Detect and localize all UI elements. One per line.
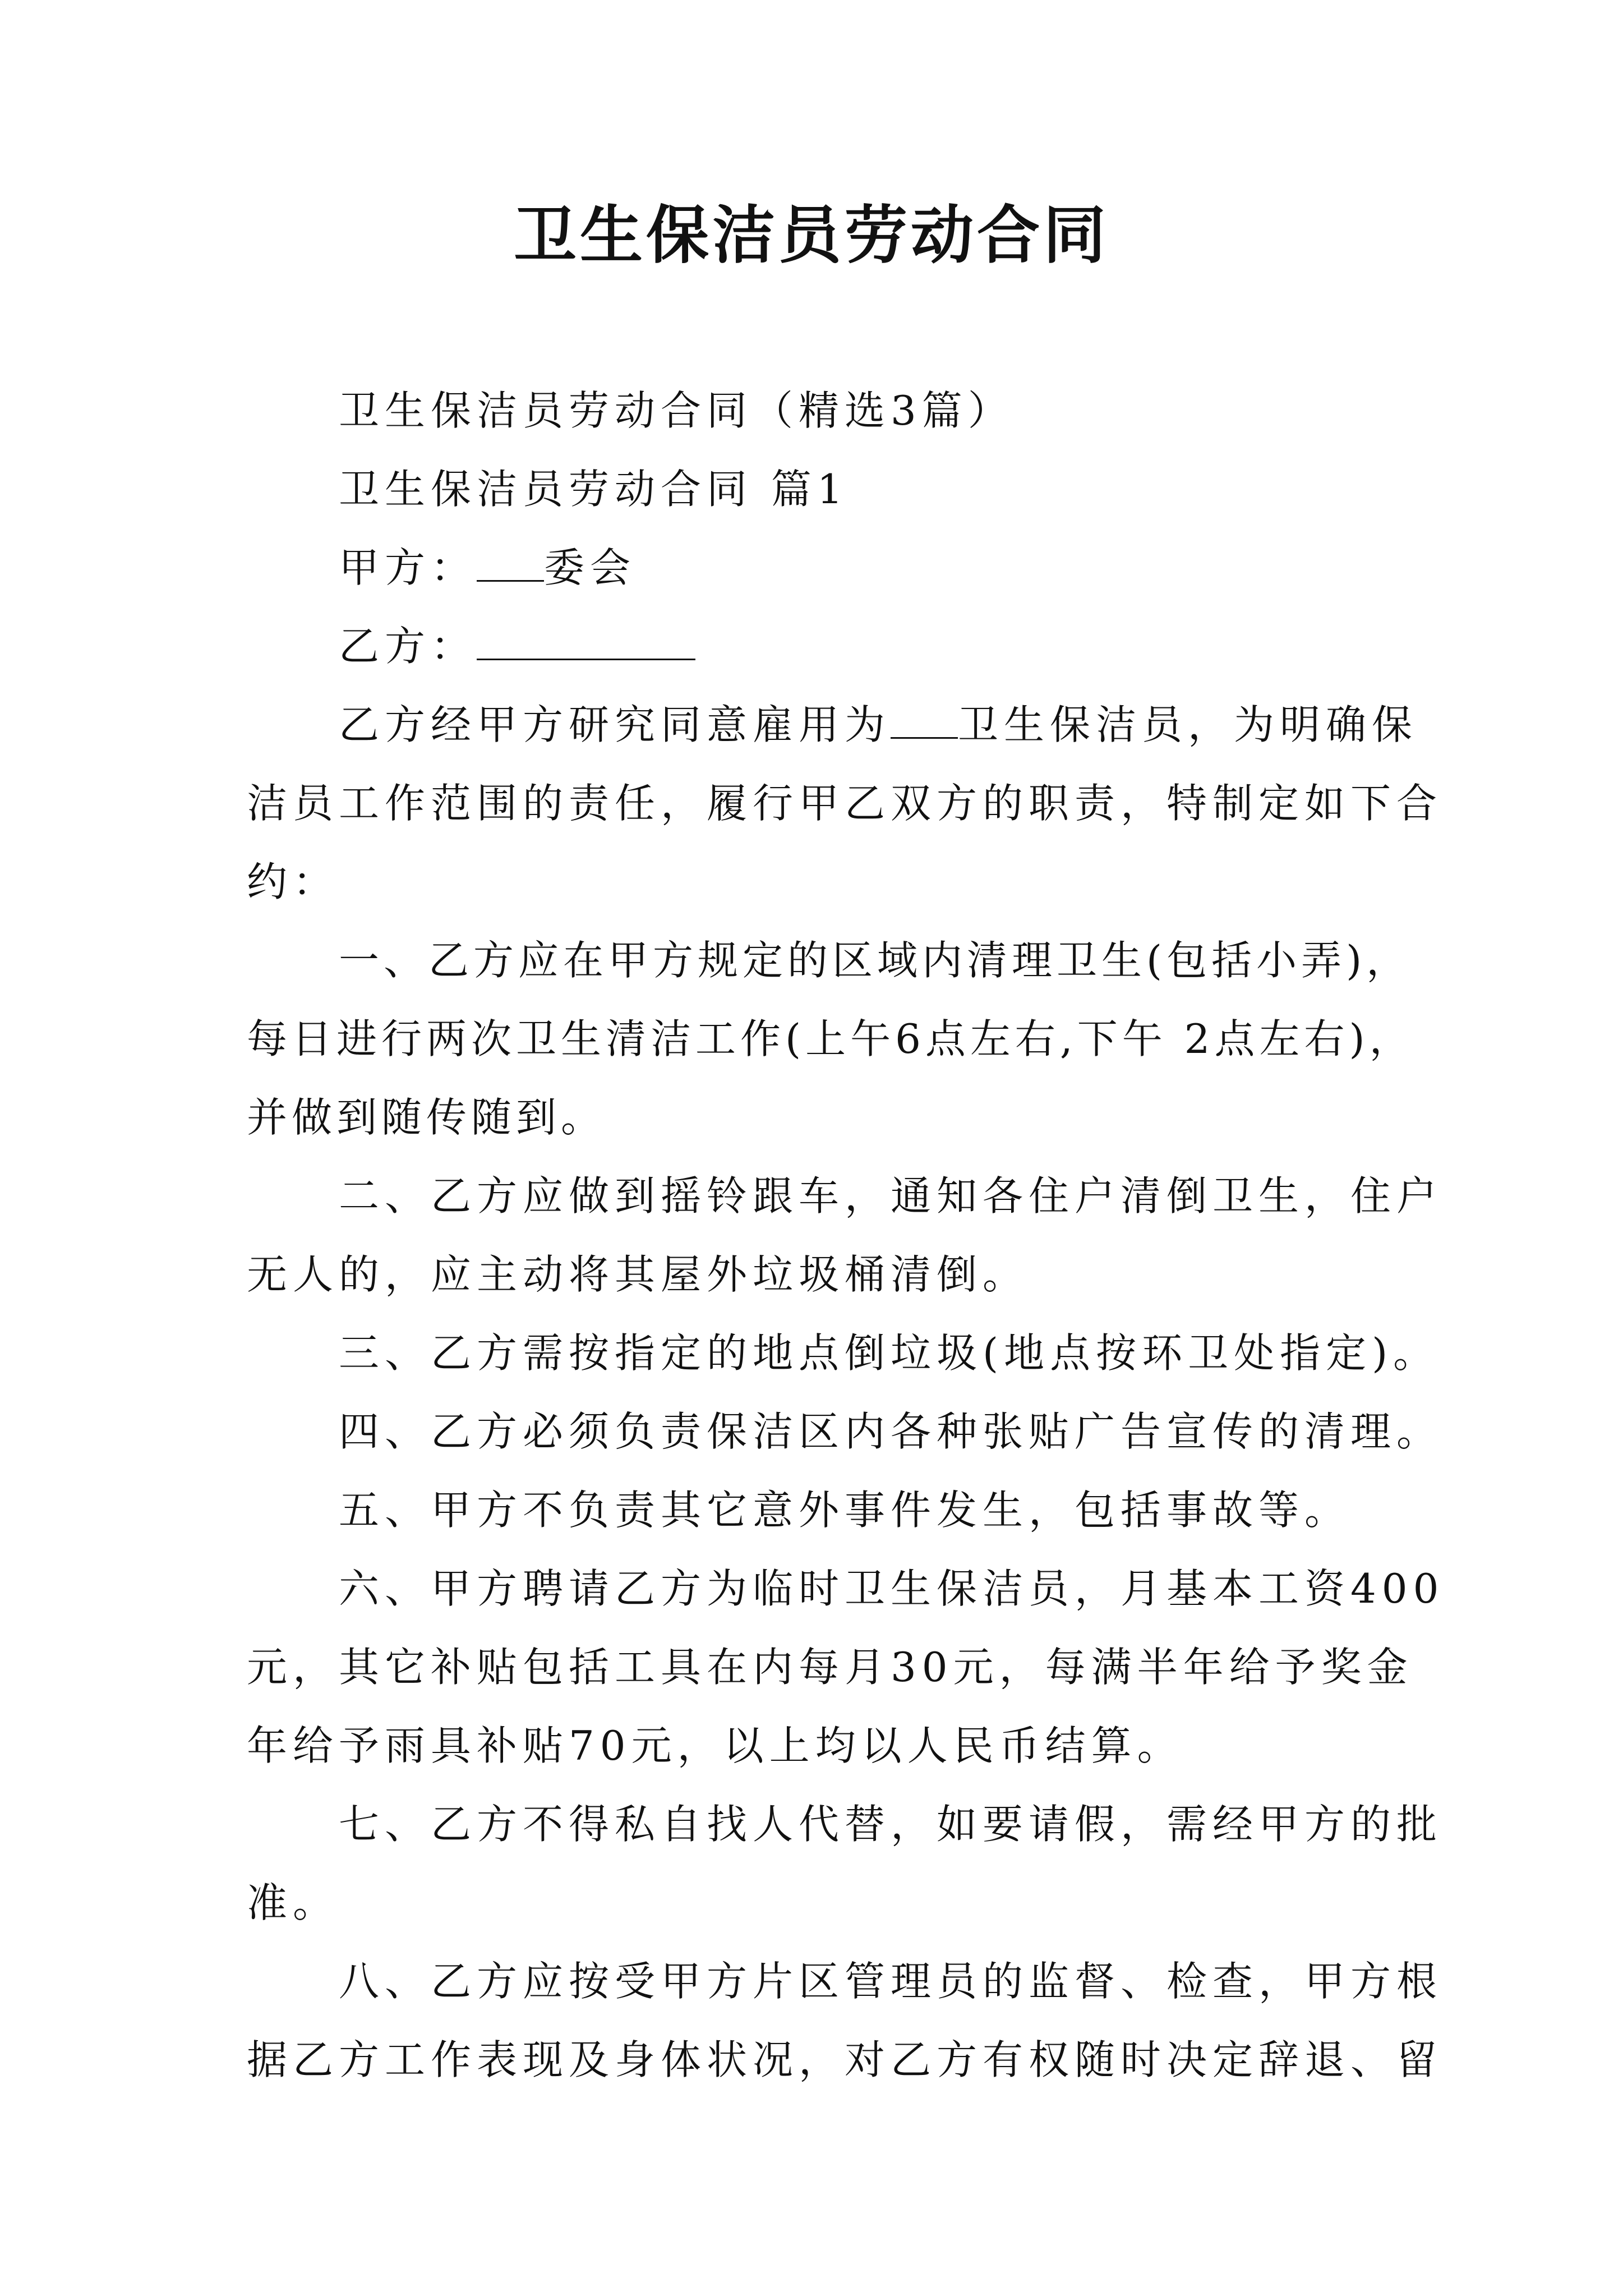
intro-paragraph — [247, 685, 1447, 921]
subtitle: 卫生保洁员劳动合同（精选3篇） — [339, 387, 1014, 434]
party-a-value: 委会 — [544, 544, 637, 591]
clause-4: 四、乙方必须负责保洁区内各种张贴广告宣传的清理。 — [339, 1408, 1443, 1455]
document-body — [247, 371, 1447, 2099]
clause-2: 二、乙方应做到摇铃跟车，通知各住户清倒卫生，住户无人的，应主动将其屋外垃圾桶清倒。 — [247, 1172, 1443, 1298]
section-heading: 卫生保洁员劳动合同 篇1 — [339, 466, 849, 513]
party-a-blank — [477, 579, 544, 582]
clause-7: 七、乙方不得私自找人代替，如要请假，需经甲方的批准。 — [247, 1801, 1443, 1926]
party-a-label: 甲方： — [339, 544, 477, 591]
clause-8: 八、乙方应按受甲方片区管理员的监督、检查，甲方根据乙方工作表现及身体状况，对乙方有权随时决定辞退、留 — [247, 1958, 1443, 2083]
party-b-line — [247, 607, 1447, 685]
clause-1: 一、乙方应在甲方规定的区域内清理卫生(包括小弄)，每日进行两次卫生清洁工作(上午6点左右,下午 2点左右)，并做到随传随到。 — [247, 937, 1414, 1141]
clause-5: 五、甲方不负责其它意外事件发生，包括事故等。 — [339, 1487, 1351, 1534]
intro-part2: 卫生保洁员，为明确保洁员工作范围的责任，履行甲乙双方的职责，特制定如下合约： — [247, 701, 1443, 905]
document-title: 卫生保洁员劳动合同 — [514, 199, 1109, 272]
party-b-blank — [477, 658, 695, 660]
clause-3: 三、乙方需按指定的地点倒垃圾(地点按环卫处指定)。 — [339, 1329, 1440, 1377]
party-b-label: 乙方： — [339, 623, 477, 670]
intro-part1: 乙方经甲方研究同意雇用为 — [339, 701, 891, 748]
party-a-line — [247, 528, 1447, 607]
intro-blank — [891, 737, 958, 739]
clause-6: 六、甲方聘请乙方为临时卫生保洁员，月基本工资400元，其它补贴包括工具在内每月30元，每满半年给予奖金年给予雨具补贴70元，以上均以人民币结算。 — [247, 1565, 1445, 1769]
